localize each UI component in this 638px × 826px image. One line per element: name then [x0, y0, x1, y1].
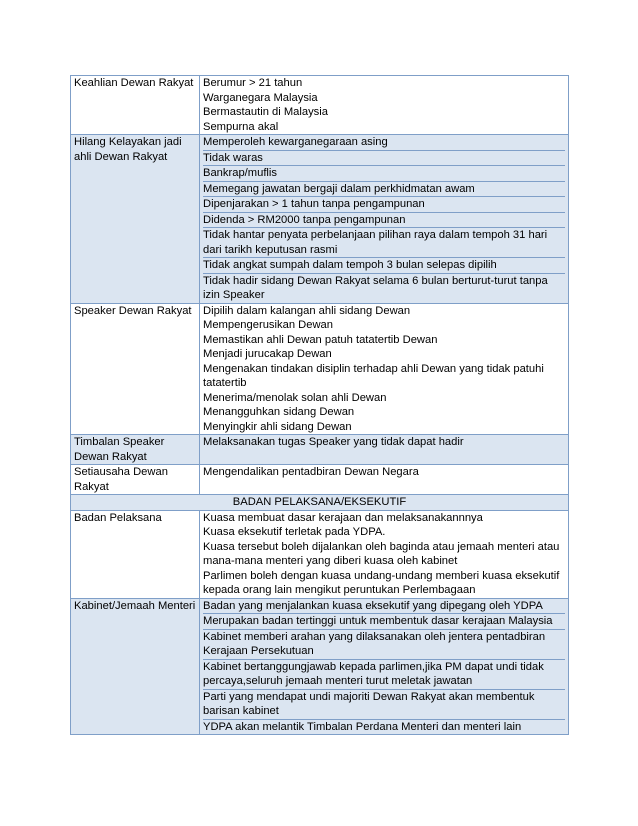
table-row — [71, 435, 569, 465]
table-row — [71, 135, 569, 304]
list-item: Dipenjarakan > 1 tahun tanpa pengampunan — [203, 197, 565, 213]
list-item: Menerima/menolak solan ahli Dewan — [203, 391, 387, 404]
row-content — [200, 465, 569, 495]
list-item: Warganegara Malaysia — [203, 91, 318, 104]
list-item: Bermastautin di Malaysia — [203, 106, 328, 118]
table-row — [71, 465, 569, 495]
row-label: Timbalan Speaker Dewan Rakyat — [71, 435, 200, 465]
list-item: Dipilih dalam kalangan ahli sidang Dewan — [203, 304, 411, 317]
list-item: Didenda > RM2000 tanpa pengampunan — [203, 213, 565, 229]
list-item: Sempurna akal — [203, 120, 279, 133]
list-item: Tidak hadir sidang Dewan Rakyat selama 6 bulan berturut-turut tanpa izin Speaker — [203, 274, 548, 301]
list-item: Memegang jawatan bergaji dalam perkhidmatan awam — [203, 182, 565, 198]
list-item: Parti yang mendapat undi majoriti Dewan Rakyat akan membentuk barisan kabinet — [203, 690, 565, 720]
list-item: Merupakan badan tertinggi untuk membentuk dasar kerajaan Malaysia — [203, 614, 565, 630]
list-item: Kabinet memberi arahan yang dilaksanakan oleh jentera pentadbiran Kerajaan Persekutuan — [203, 630, 565, 660]
row-content — [200, 510, 569, 598]
list-item: Menyingkir ahli sidang Dewan — [203, 420, 352, 433]
row-label: Keahlian Dewan Rakyat — [71, 76, 200, 135]
section-row — [71, 495, 569, 511]
list-item: Menangguhkan sidang Dewan — [203, 406, 355, 418]
list-item: Berumur > 21 tahun — [203, 77, 303, 89]
row-label: Badan Pelaksana — [71, 510, 200, 598]
list-item: Mengendalikan pentadbiran Dewan Negara — [203, 466, 419, 478]
document-table — [70, 75, 569, 735]
row-content — [200, 76, 569, 135]
row-label: Hilang Kelayakan jadi ahli Dewan Rakyat — [71, 135, 200, 304]
list-item: Tidak waras — [203, 151, 565, 167]
list-item: Melaksanakan tugas Speaker yang tidak dapat hadir — [203, 436, 464, 448]
list-item: Mempengerusikan Dewan — [203, 319, 333, 331]
list-item: Kuasa tersebut boleh dijalankan oleh baginda atau jemaah menteri atau mana-mana menteri yang diberi kuasa oleh kabinet — [203, 540, 560, 567]
row-content — [200, 435, 569, 465]
table-row — [71, 303, 569, 435]
list-item: Tidak hantar penyata perbelanjaan pilihan raya dalam tempoh 31 hari dari tarikh keputusan rasmi — [203, 228, 565, 258]
row-content — [200, 598, 569, 735]
list-item: Kuasa eksekutif terletak pada YDPA. — [203, 526, 386, 538]
list-item: Tidak angkat sumpah dalam tempoh 3 bulan selepas dipilih — [203, 258, 565, 274]
row-label: Setiausaha Dewan Rakyat — [71, 465, 200, 495]
list-item: Parlimen boleh dengan kuasa undang-undang memberi kuasa eksekutif kepada orang lain mengikut peruntukan Perlembagaan — [203, 569, 560, 596]
table-row — [71, 76, 569, 135]
list-item: Kabinet bertanggungjawab kepada parlimen,jika PM dapat undi tidak percaya,seluruh jemaah menteri turut meletak jawatan — [203, 660, 565, 690]
row-label: Kabinet/Jemaah Menteri — [71, 598, 200, 735]
row-content — [200, 303, 569, 435]
list-item: Kuasa membuat dasar kerajaan dan melaksanakannnya — [203, 511, 483, 524]
table-row — [71, 510, 569, 598]
list-item: Bankrap/muflis — [203, 166, 565, 182]
list-item: Memastikan ahli Dewan patuh tatatertib Dewan — [203, 333, 438, 346]
list-item: Mengenakan tindakan disiplin terhadap ahli Dewan yang tidak patuhi tatatertib — [203, 362, 544, 389]
section-title: BADAN PELAKSANA/EKSEKUTIF — [71, 495, 569, 511]
list-item: Memperoleh kewarganegaraan asing — [203, 135, 565, 151]
list-item: YDPA akan melantik Timbalan Perdana Menteri dan menteri lain — [203, 720, 522, 733]
row-content — [200, 135, 569, 304]
table-row — [71, 598, 569, 735]
row-label: Speaker Dewan Rakyat — [71, 303, 200, 435]
list-item: Badan yang menjalankan kuasa eksekutif yang dipegang oleh YDPA — [203, 599, 565, 615]
list-item: Menjadi jurucakap Dewan — [203, 348, 332, 360]
